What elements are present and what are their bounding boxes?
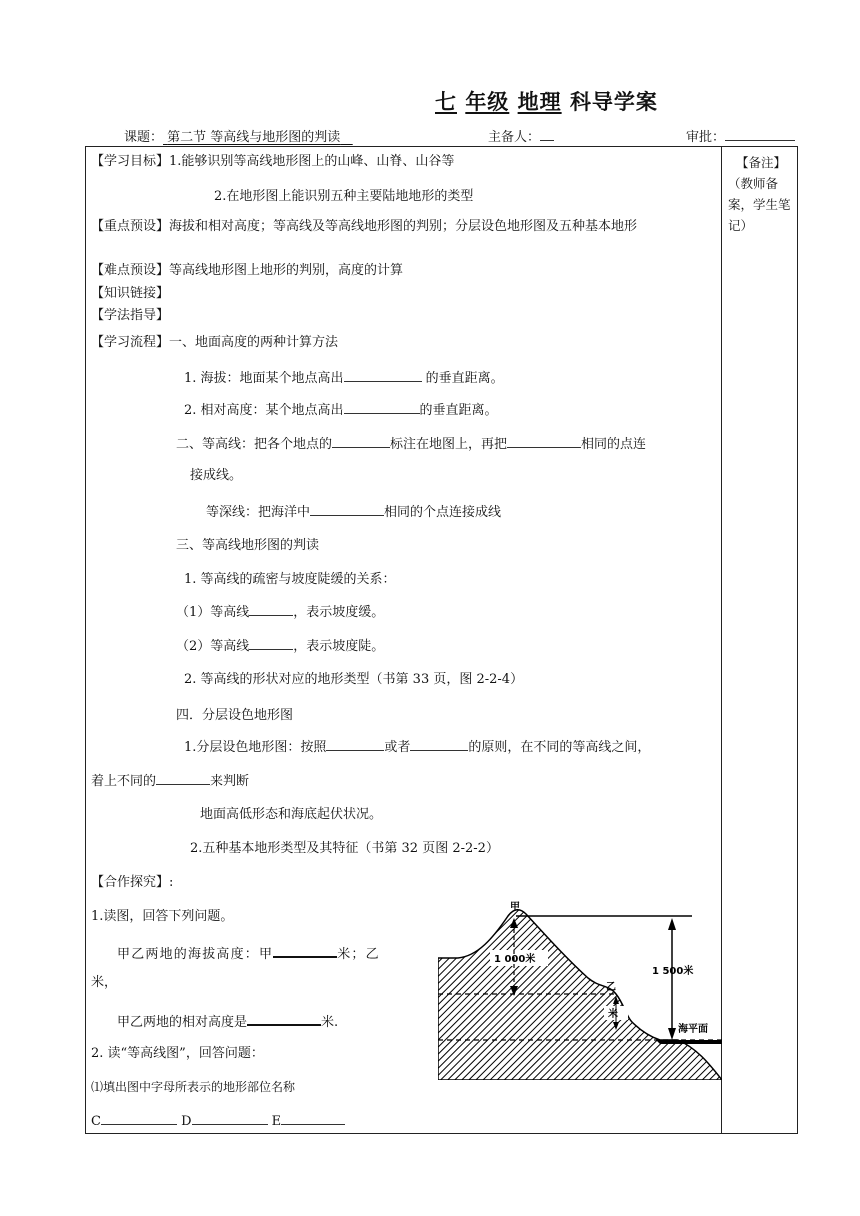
sec3-item-2: 2. 等高线的形状对应的地形类型（书第 33 页，图 2-2-4） (184, 672, 524, 687)
topic-label: 课题： (124, 130, 164, 145)
blank-sea-level[interactable] (344, 369, 422, 382)
blank-relative-height[interactable] (247, 1012, 321, 1026)
q1-relative: 甲乙两地的相对高度是 米. (117, 1012, 338, 1032)
blank-contour-1[interactable] (332, 435, 390, 448)
knowledge-link: 【知识链接】 (91, 286, 170, 301)
sec2-line-cont: 接成线。 (190, 468, 243, 483)
blank-contour-2[interactable] (507, 435, 581, 448)
topic-row (124, 126, 353, 145)
sec4-item-1-cont: 着上不同的 来判断 (91, 774, 250, 789)
blank-relative[interactable] (344, 401, 420, 414)
label-mi: 米 (608, 1009, 618, 1020)
sec3-item-1-2: （2）等高线 ，表示坡度陡。 (176, 639, 385, 654)
blank-layer-1[interactable] (326, 738, 384, 751)
q1: 1.读图，回答下列问题。 (91, 909, 234, 924)
title-subject: 地理 (517, 90, 562, 114)
sec3-item-1: 1. 等高线的疏密与坡度陡缓的关系： (184, 572, 396, 587)
side-cell (722, 146, 798, 1134)
label-1000: 1 000米 (494, 954, 536, 965)
method-guide: 【学法指导】 (91, 308, 170, 323)
goal-line-1: 【学习目标】1.能够识别等高线地形图上的山峰、山脊、山谷等 (91, 154, 455, 169)
process-line: 【学习流程】一、地面高度的两种计算方法 (91, 335, 339, 350)
sec3-item-1-1: （1）等高线 ，表示坡度缓。 (176, 605, 385, 620)
q1-altitude-cont: 米， (91, 975, 118, 990)
sec3-title: 三、等高线地形图的判读 (176, 538, 320, 553)
blank-dense[interactable] (249, 637, 293, 650)
coop-label: 【合作探究】: (91, 875, 174, 890)
q2: 2. 读“等高线图”，回答问题： (91, 1046, 264, 1061)
blank-color[interactable] (156, 772, 210, 785)
blank-jia-altitude[interactable] (273, 944, 337, 958)
mountain-terrain (438, 910, 722, 1080)
difficult-points: 【难点预设】等高线地形图上地形的判别，高度的计算 (91, 263, 404, 278)
topic-value: 第二节 等高线与地形图的判读 (167, 130, 341, 145)
sidebar-notes (728, 152, 794, 236)
label-jia: 甲 (510, 902, 520, 913)
sec4-title: 四．分层设色地形图 (176, 708, 294, 723)
sea-surface (656, 1040, 722, 1044)
blank-e[interactable] (281, 1112, 345, 1125)
label-yi: 乙 (606, 982, 616, 993)
sidebar-heading: 【备注】 (735, 155, 786, 170)
title-grade: 七 (435, 90, 457, 114)
preparer-blank[interactable] (540, 128, 554, 141)
title-rest: 科导学案 (569, 90, 658, 114)
sec1-item-1: 1. 海拔：地面某个地点高出 的垂直距离。 (184, 371, 504, 386)
label-1500: 1 500米 (652, 966, 694, 977)
page-title (435, 86, 658, 116)
sidebar-note: （教师备案，学生笔记） (728, 176, 791, 233)
sec2-line: 二、等高线：把各个地点的 标注在地图上，再把 相同的点连 (176, 437, 647, 452)
key-points: 【重点预设】海拔和相对高度；等高线及等高线地形图的判别；分层设色地形图及五种基本地形 (91, 219, 638, 234)
approver-blank[interactable] (725, 128, 795, 141)
q2-answers: C D E (91, 1112, 345, 1131)
goal-line-2: 2.在地形图上能识别五种主要陆地地形的类型 (214, 189, 474, 204)
blank-d[interactable] (192, 1112, 268, 1125)
q1-altitude: 甲乙两地的海拔高度：甲 米；乙 (117, 944, 380, 964)
arrowhead-1500-up (668, 918, 676, 930)
arrowhead-1500-down (668, 1028, 676, 1040)
label-sea-level: 海平面 (678, 1024, 708, 1035)
blank-sparse[interactable] (249, 603, 293, 616)
approver-label: 审批： (686, 130, 726, 145)
sec4-item-1: 1.分层设色地形图：按照 或者 的原则，在不同的等高线之间， (184, 740, 651, 755)
blank-layer-2[interactable] (410, 738, 468, 751)
blank-c[interactable] (101, 1112, 177, 1125)
q2-sub-1: ⑴填出图中字母所表示的地形部位名称 (91, 1080, 296, 1094)
sec2-depth-line: 等深线：把海洋中 相同的个点连接成线 (206, 505, 502, 520)
sec1-item-2: 2. 相对高度：某个地点高出 的垂直距离。 (184, 403, 498, 418)
title-grade-unit: 年级 (465, 90, 510, 114)
sec4-item-2: 2.五种基本地形类型及其特征（书第 32 页图 2-2-2） (190, 841, 499, 856)
altitude-diagram (438, 898, 722, 1080)
sec4-item-1-end: 地面高低形态和海底起伏状况。 (200, 807, 383, 822)
preparer-row (488, 126, 554, 145)
blank-depth[interactable] (310, 503, 384, 516)
approver-row (686, 126, 795, 145)
preparer-label: 主备人： (488, 130, 541, 145)
